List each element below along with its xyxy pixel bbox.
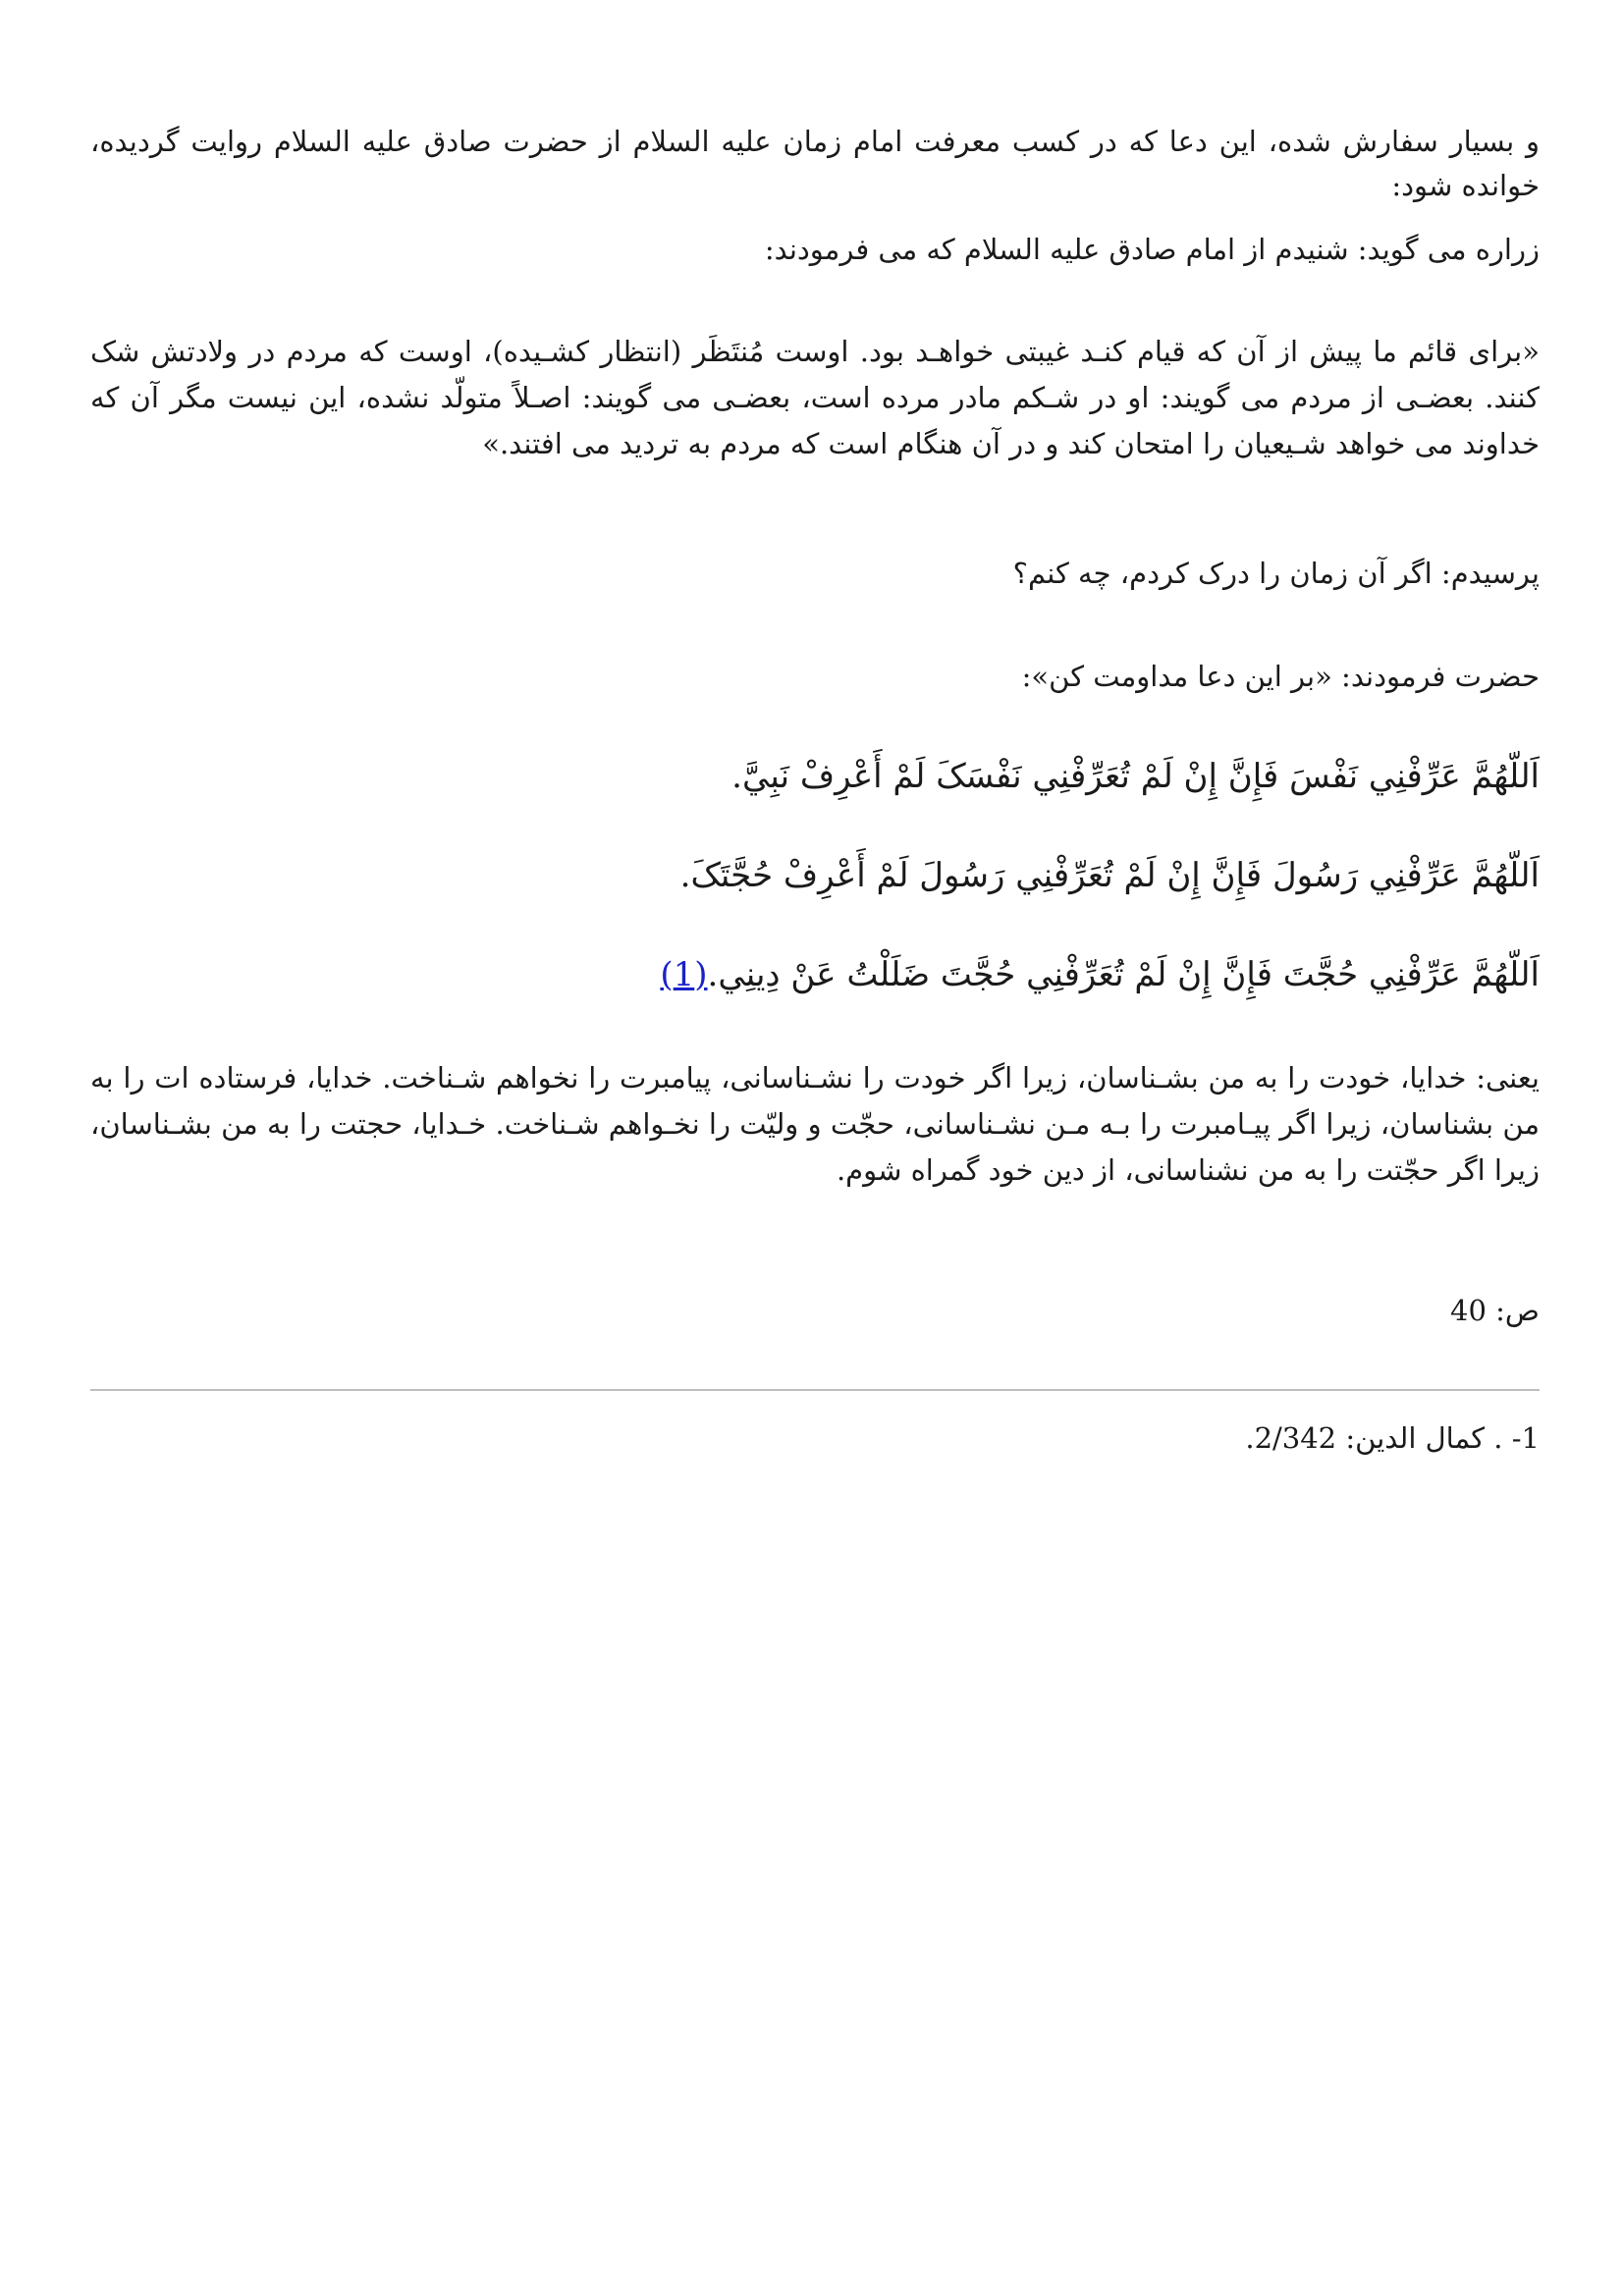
narration-paragraph: زراره می گوید: شنیدم از امام صادق علیه السلام که می فرمودند: xyxy=(764,233,1540,266)
answer-paragraph: حضرت فرمودند: «بر این دعا مداومت کن»: xyxy=(1021,660,1540,693)
dua-line-2: اَللّهُمَّ عَرِّفْنِي رَسُولَ فَإِنَّ إِنْ لَمْ تُعَرِّفْنِي رَسُولَ لَمْ أَعْرِفْ حُجَّتَکَ. xyxy=(679,856,1540,895)
footnote: 1- . کمال الدین: 2/342. xyxy=(1245,1421,1540,1455)
dua-line-1: اَللّهُمَّ عَرِّفْنِي نَفْسَ فَإِنَّ إِنْ لَمْ تُعَرِّفْنِي نَفْسَکَ لَمْ أَعْرِفْ نَبِيَّ. xyxy=(731,757,1540,796)
footnote-reference-link[interactable]: (1) xyxy=(660,955,708,994)
page-number: ص: 40 xyxy=(1450,1294,1540,1327)
intro-paragraph: و بسیار سفارش شده، این دعا که در کسب معرفت امام زمان علیه السلام از حضرت صادق علیه السلام روایت گردیده، خوانده شود: xyxy=(90,125,1540,202)
dua-line-3 xyxy=(90,950,1540,999)
question-paragraph: پرسیدم: اگر آن زمان را درک کردم، چه کنم؟ xyxy=(1012,557,1540,590)
dua-line-3-text: اَللّهُمَّ عَرِّفْنِي حُجَّتَ فَإِنَّ إِنْ لَمْ تُعَرِّفْنِي حُجَّتَ ضَلَلْتُ عَنْ دِينِي. xyxy=(707,955,1540,994)
footnote-divider xyxy=(90,1389,1540,1391)
translation-paragraph: یعنی: خدایا، خودت را به من بشـناسان، زیرا اگر خودت را نشـناسانی، پیامبرت را نخواهم شـناخت. خدایا، فرستاده ات را به من بشناسان، زیرا اگر پیـامبرت را بـه مـن نشـناسانی، حجّت و ولیّت را نخـواهم شـناخت. خـدایا، حجتت را به من بشـناسان، زیرا اگر حجّتت را به من نشناسانی، از دین خود گمراه شوم. xyxy=(90,1061,1540,1187)
hadith-quote-paragraph: «برای قائم ما پیش از آن که قیام کنـد غیبتی خواهـد بود. اوست مُنتَظَر (انتظار کشـیده)، اوست که مردم در ولادتش شک کنند. بعضـی از مردم می گویند: او در شـکم مادر مرده است، بعضـی می گویند: اصـلاً متولّد نشده، این نیست مگر آن که خداوند می خواهد شـیعیان را امتحان کند و در آن هنگام است که مردم به تردید می افتند.» xyxy=(90,335,1540,460)
